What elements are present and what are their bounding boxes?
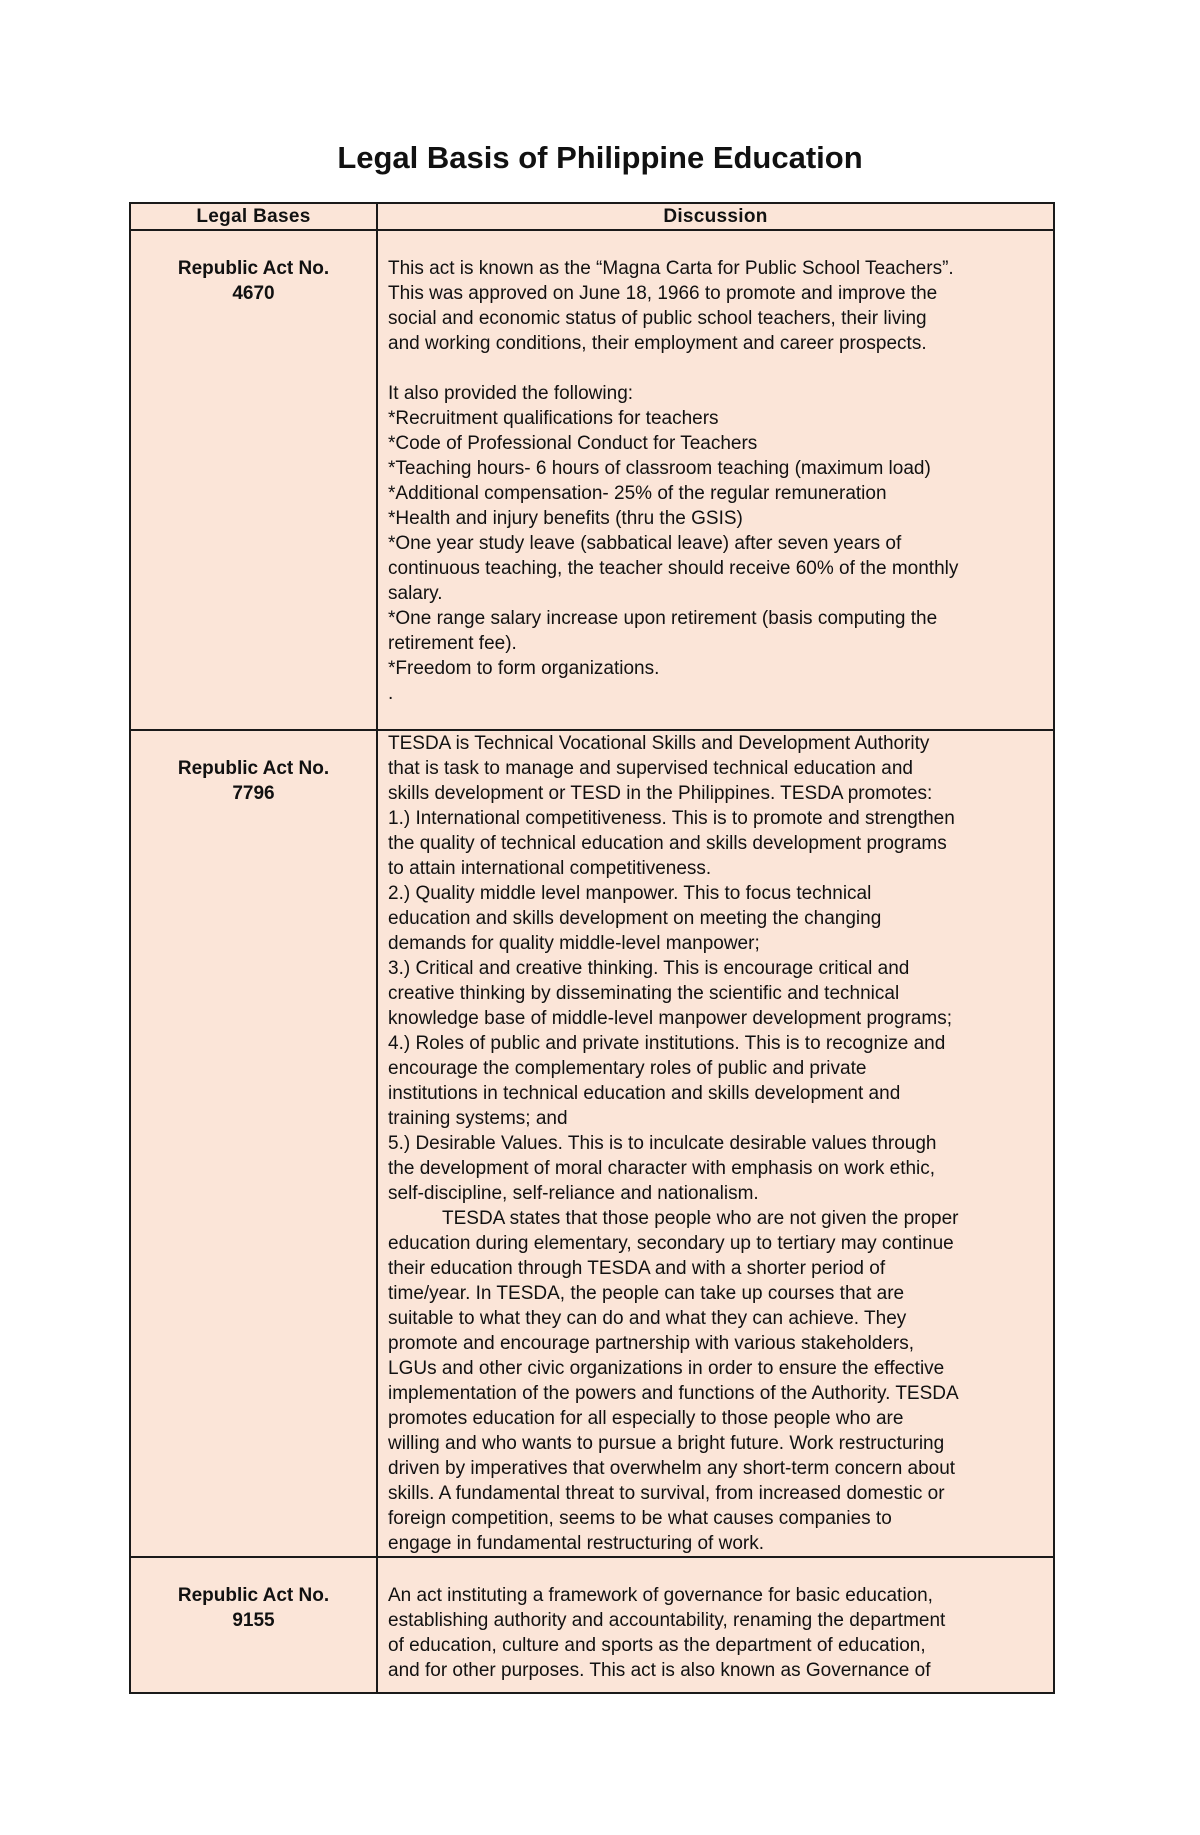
discussion-line: 3.) Critical and creative thinking. This is encourage critical and: [388, 958, 910, 979]
discussion-cell: [377, 730, 1054, 1557]
discussion-line: the development of moral character with emphasis on work ethic,: [388, 1158, 936, 1179]
discussion-line: education and skills development on meeting the changing: [388, 908, 882, 929]
discussion-line: skills development or TESD in the Philippines. TESDA promotes:: [388, 783, 933, 804]
discussion-line: *One year study leave (sabbatical leave) after seven years of: [388, 533, 902, 554]
table-row-ra-9155: [130, 1557, 1054, 1693]
header-legal-bases: Legal Bases: [130, 203, 377, 230]
discussion-line: salary.: [388, 583, 443, 604]
discussion-line: 2.) Quality middle level manpower. This to focus technical: [388, 883, 872, 904]
discussion-line: It also provided the following:: [388, 383, 634, 404]
header-discussion: Discussion: [377, 203, 1054, 230]
discussion-line: their education through TESDA and with a shorter period of: [388, 1258, 886, 1279]
discussion-line: social and economic status of public school teachers, their living: [388, 308, 927, 329]
discussion-line: LGUs and other civic organizations in order to ensure the effective: [388, 1358, 945, 1379]
discussion-line: time/year. In TESDA, the people can take up courses that are: [388, 1283, 905, 1304]
basis-label: Republic Act No.: [177, 1585, 330, 1606]
discussion-line: encourage the complementary roles of public and private: [388, 1058, 867, 1079]
discussion-line: *Recruitment qualifications for teachers: [388, 408, 719, 429]
discussion-line: 5.) Desirable Values. This is to inculcate desirable values through: [388, 1133, 937, 1154]
legal-basis-cell: [130, 730, 377, 1557]
discussion-line: retirement fee).: [388, 633, 517, 654]
discussion-line: skills. A fundamental threat to survival, from increased domestic or: [388, 1483, 945, 1504]
discussion-line: creative thinking by disseminating the scientific and technical: [388, 983, 900, 1004]
table-header-row: [130, 203, 1054, 230]
discussion-line: of education, culture and sports as the department of education,: [388, 1635, 926, 1656]
discussion-line: knowledge base of middle-level manpower development programs;: [388, 1008, 952, 1029]
discussion-line: education during elementary, secondary up to tertiary may continue: [388, 1233, 954, 1254]
table-row-ra-4670: [130, 230, 1054, 730]
basis-label: Republic Act No.: [177, 258, 330, 279]
discussion-line: 1.) International competitiveness. This is to promote and strengthen: [388, 808, 955, 829]
discussion-line: *Code of Professional Conduct for Teachers: [388, 433, 758, 454]
discussion-line: *Teaching hours- 6 hours of classroom teaching (maximum load): [388, 458, 931, 479]
table-row-ra-7796: [130, 730, 1054, 1557]
discussion-line: TESDA states that those people who are not given the proper: [442, 1208, 959, 1229]
discussion-line: .: [388, 683, 394, 704]
discussion-line: and working conditions, their employment and career prospects.: [388, 333, 927, 354]
legal-basis-cell: [130, 1557, 377, 1693]
basis-label: Republic Act No.: [177, 758, 330, 779]
discussion-line: *Additional compensation- 25% of the regular remuneration: [388, 483, 887, 504]
discussion-line: *Health and injury benefits (thru the GSIS): [388, 508, 743, 529]
discussion-line: to attain international competitiveness.: [388, 858, 712, 879]
discussion-line: that is task to manage and supervised technical education and: [388, 758, 913, 779]
discussion-line: implementation of the powers and functions of the Authority. TESDA: [388, 1383, 959, 1404]
discussion-line: training systems; and: [388, 1108, 568, 1129]
legal-bases-table: [129, 202, 1055, 1694]
discussion-line: continuous teaching, the teacher should receive 60% of the monthly: [388, 558, 959, 579]
discussion-line: promote and encourage partnership with various stakeholders,: [388, 1333, 914, 1354]
basis-number: 4670: [232, 283, 275, 304]
discussion-line: This act is known as the “Magna Carta for Public School Teachers”.: [388, 258, 954, 279]
discussion-cell: [377, 1557, 1054, 1693]
discussion-line: and for other purposes. This act is also known as Governance of: [388, 1660, 931, 1681]
basis-number: 9155: [232, 1610, 275, 1631]
discussion-text: [378, 231, 1053, 706]
discussion-line: This was approved on June 18, 1966 to promote and improve the: [388, 283, 938, 304]
basis-number: 7796: [232, 783, 275, 804]
discussion-line: engage in fundamental restructuring of work.: [388, 1533, 764, 1554]
discussion-line: willing and who wants to pursue a bright future. Work restructuring: [388, 1433, 945, 1454]
discussion-line: demands for quality middle-level manpower;: [388, 933, 760, 954]
discussion-line: *Freedom to form organizations.: [388, 658, 660, 679]
legal-basis-cell: [130, 230, 377, 730]
discussion-line: TESDA is Technical Vocational Skills and Development Authority: [388, 733, 930, 754]
discussion-cell: [377, 230, 1054, 730]
discussion-line: driven by imperatives that overwhelm any short-term concern about: [388, 1458, 956, 1479]
page-title: Legal Basis of Philippine Education: [337, 140, 863, 175]
discussion-text: [378, 731, 1053, 1556]
discussion-line: self-discipline, self-reliance and nationalism.: [388, 1183, 759, 1204]
discussion-line: foreign competition, seems to be what causes companies to: [388, 1508, 892, 1529]
discussion-line: institutions in technical education and skills development and: [388, 1083, 901, 1104]
discussion-line: An act instituting a framework of governance for basic education,: [388, 1585, 933, 1606]
discussion-line: suitable to what they can do and what they can achieve. They: [388, 1308, 907, 1329]
discussion-text: [378, 1558, 1053, 1683]
discussion-line: the quality of technical education and skills development programs: [388, 833, 947, 854]
discussion-line: *One range salary increase upon retirement (basis computing the: [388, 608, 938, 629]
discussion-line: 4.) Roles of public and private institutions. This is to recognize and: [388, 1033, 946, 1054]
discussion-line: promotes education for all especially to those people who are: [388, 1408, 904, 1429]
discussion-line: establishing authority and accountability, renaming the department: [388, 1610, 946, 1631]
blank-line: [388, 356, 1043, 381]
